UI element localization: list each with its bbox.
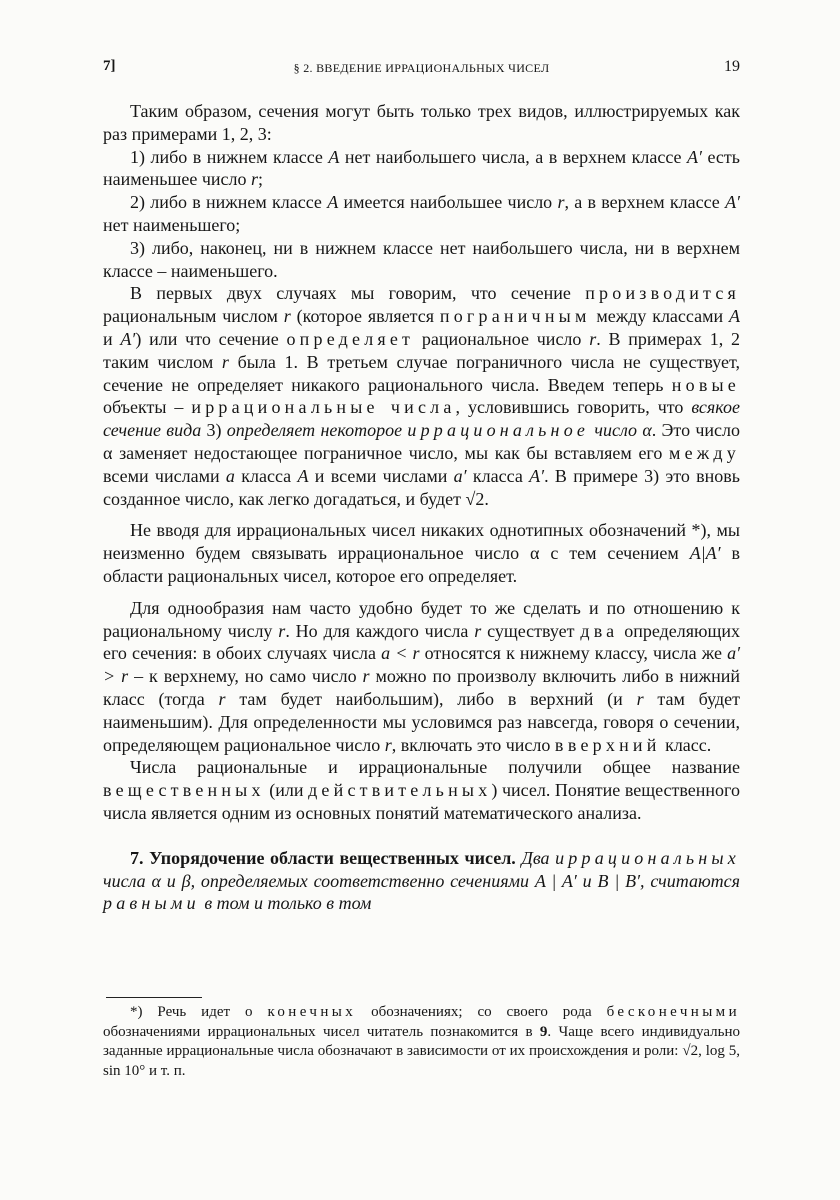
footnote-rule [106, 997, 202, 998]
chapter-mark: 7] [103, 58, 116, 74]
page-number: 19 [724, 58, 740, 75]
section-ref: 9 [539, 1023, 548, 1040]
paragraph-rational-cuts: Для однообразия нам часто удобно будет то же сделать и по отношению к рациональному числу r. Но для каждого числа r существует два определяющих его сечения: в обоих случаях числа a < r относятся к нижнему классу, числа же a′ > r – к верхнему, но само число r можно по произволу включить либо в нижний класс (тогда r там будет наибольшим), либо в верхний (и r там будет наименьшим). Для определенности мы условимся раз навсегда, говоря о сечении, определяющем рациональное число r, включать это число в верхний класс. [103, 597, 741, 755]
case-3: 3) либо, наконец, ни в нижнем классе нет наибольшего числа, ни в верхнем классе – наименьшего. [103, 237, 740, 281]
paragraph-notation: Не вводя для иррациональных чисел никаких однотипных обозначений *), мы неизменно будем связывать иррациональное число α с тем сечением A|A′ в области рациональных чисел, которое его определяет. [103, 520, 740, 586]
paragraph-irrational-definition: В первых двух случаях мы говорим, что сечение производится рациональным числом r (которое является пограничным между классами A и A′) или что сечение определяет рациональное число r. В примерах 1, 2 таким числом r была 1. В третьем случае пограничного числа не существует, сечение не определяет никакого рационального числа. Введем теперь новые объекты – иррациональные числа, условившись говорить, что всякое сечение вида 3) определяет некоторое иррациональное число α. Это число α заменяет недостающее пограничное число, мы как бы вставляем его между всеми числами a класса A и всеми числами a′ класса A′. В примере 3) это вновь созданное число, как легко догадаться, и будет √2. [103, 283, 741, 509]
paragraph-real-numbers: Числа рациональные и иррациональные получили общее название вещественных (или действительных) чисел. Понятие вещественного числа является одним из основных понятий математического анализа. [103, 757, 740, 823]
sqrt-two: √2 [465, 488, 485, 509]
section-number: 7. [130, 847, 144, 868]
case-1: 1) либо в нижнем классе A нет наибольшего числа, а в верхнем классе A′ есть наименьшее число r; [103, 146, 740, 190]
section-7: 7. Упорядочение области вещественных чисел. Два иррациональных числа α и β, определяемых соответственно сечениями A | A′ и B | B′, считаются равными в том и только в том [103, 847, 740, 914]
main-text [103, 100, 740, 915]
running-header [103, 58, 740, 82]
case-2: 2) либо в нижнем классе A имеется наибольшее число r, а в верхнем классе A′ нет наименьшего; [103, 192, 740, 235]
footnote: *) Речь идет о конечных обозначениях; со своего рода бесконечными обозначениями иррациональных чисел читатель познакомится в 9. Чаще всего индивидуально заданные иррациональные числа обозначают в зависимости от их происхождения и роли: √2, log 5, sin 10° и т. п. [103, 1004, 740, 1079]
running-title: § 2. ВВЕДЕНИЕ ИРРАЦИОНАЛЬНЫХ ЧИСЕЛ [293, 61, 550, 75]
section-title: Упорядочение области вещественных чисел. [149, 847, 516, 868]
notation-examples: √2, log 5, sin 10° и т. п. [103, 1043, 740, 1079]
paragraph-intro: Таким образом, сечения могут быть только трех видов, иллюстрируемых как раз примерами 1, 2, 3: [103, 101, 740, 144]
